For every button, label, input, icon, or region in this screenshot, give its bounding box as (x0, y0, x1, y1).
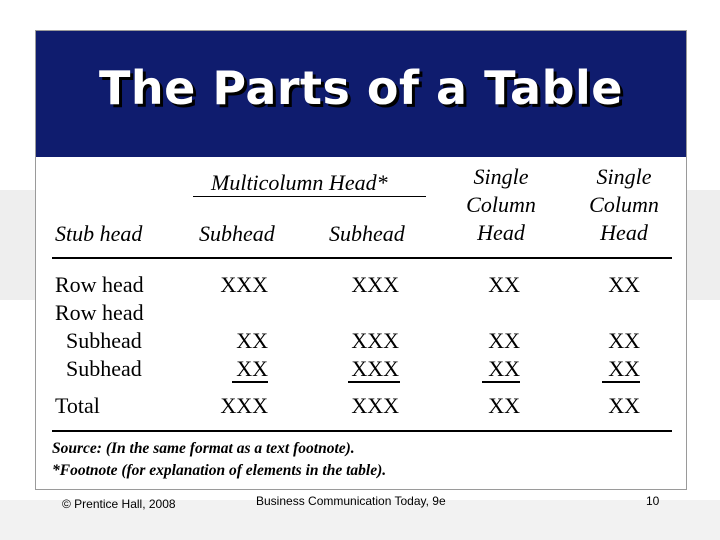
header-rule (52, 257, 672, 259)
multicolumn-head-rule (193, 196, 426, 197)
single-col-2-line-1: Single (596, 164, 652, 189)
single-col-1-line-2: Column (466, 192, 536, 217)
cell-r3-c1: XX (236, 328, 268, 353)
cell-r4-c1: XX (236, 356, 268, 381)
sum-rule-c4 (602, 381, 640, 383)
slide-title: The Parts of a Table (99, 61, 623, 115)
table-bottom-rule (52, 430, 672, 432)
cell-r3-c3: XX (488, 328, 520, 353)
footer-page-number: 10 (646, 494, 660, 508)
single-col-2-line-2: Column (589, 192, 659, 217)
cell-r1-c1: XXX (220, 272, 268, 297)
stub-row-3: Subhead (66, 328, 142, 353)
sum-rule-c3 (482, 381, 520, 383)
total-c2: XXX (351, 393, 399, 418)
source-note: Source: (In the same format as a text footnote). (52, 440, 355, 457)
subhead-column-2: Subhead (329, 221, 405, 246)
cell-r3-c2: XXX (351, 328, 399, 353)
background-decoration-left (0, 190, 36, 300)
sum-rule-c2 (348, 381, 400, 383)
background-decoration-right (686, 190, 720, 300)
cell-r1-c4: XX (608, 272, 640, 297)
cell-r4-c4: XX (608, 356, 640, 381)
footer-copyright: © Prentice Hall, 2008 (62, 497, 176, 511)
slide (35, 30, 687, 490)
single-col-1-line-1: Single (473, 164, 529, 189)
cell-r1-c3: XX (488, 272, 520, 297)
footer-book-title: Business Communication Today, 9e (256, 494, 446, 508)
footnote: *Footnote (for explanation of elements in the table). (52, 462, 387, 479)
total-c4: XX (608, 393, 640, 418)
stub-row-4: Subhead (66, 356, 142, 381)
sum-rule-c1 (232, 381, 268, 383)
cell-r3-c4: XX (608, 328, 640, 353)
subhead-column-1: Subhead (199, 221, 275, 246)
total-label: Total (55, 393, 100, 418)
single-col-1-line-3: Head (477, 220, 525, 245)
stub-row-1: Row head (55, 272, 144, 297)
single-col-2-line-3: Head (600, 220, 648, 245)
total-c3: XX (488, 393, 520, 418)
stub-row-2: Row head (55, 300, 144, 325)
multicolumn-head: Multicolumn Head* (211, 170, 388, 195)
total-c1: XXX (220, 393, 268, 418)
stub-head: Stub head (55, 221, 143, 246)
cell-r4-c2: XXX (351, 356, 399, 381)
cell-r4-c3: XX (488, 356, 520, 381)
cell-r1-c2: XXX (351, 272, 399, 297)
